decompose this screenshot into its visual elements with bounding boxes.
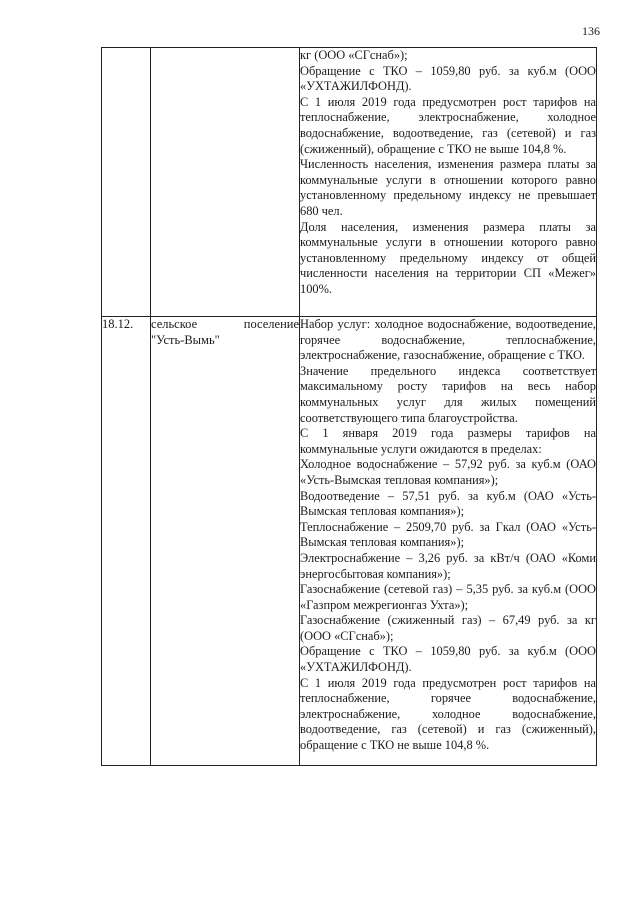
description-cell [300,317,597,766]
description-paragraph: Набор услуг: холодное водоснабжение, водоотведение, горячее водоснабжение, теплоснабжение, электроснабжение, газоснабжение, обращение с ТКО. [300,317,596,363]
table-row [102,48,597,317]
row-number-cell [102,48,151,317]
description-paragraph: Обращение с ТКО – 1059,80 руб. за куб.м (ООО «УХТАЖИЛФОНД). [300,644,596,675]
table-row [102,317,597,766]
description-paragraph: С 1 июля 2019 года предусмотрен рост тарифов на теплоснабжение, горячее водоснабжение, электроснабжение, холодное водоснабжение, водоотведение, газ (сетевой) и газ (сжиженный), обращение с ТКО не выше 104,8 %. [300,675,596,753]
description-paragraph: С 1 июля 2019 года предусмотрен рост тарифов на теплоснабжение, электроснабжение, холодное водоснабжение, водоотведение, газ (сетевой) и газ (сжиженный), обращение с ТКО не выше 104,8 %. [300,94,596,156]
settlement-name-cell [151,317,300,766]
settlement-name-line2: "Усть-Вымь" [151,332,220,347]
description-paragraph: Значение предельного индекса соответствует максимальному росту тарифов на весь набор коммунальных услуг для жилых помещений соответствующего типа благоустройства. [300,363,596,425]
description-paragraph: Обращение с ТКО – 1059,80 руб. за куб.м (ООО «УХТАЖИЛФОНД). [300,63,596,94]
description-paragraph: кг (ООО «СГснаб»); [300,48,408,62]
description-paragraph: Электроснабжение – 3,26 руб. за кВт/ч (ОАО «Коми энергосбытовая компания»); [300,550,596,581]
description-paragraph: С 1 января 2019 года размеры тарифов на коммунальные услуги ожидаются в пределах: [300,426,596,456]
description-paragraph: Теплоснабжение – 2509,70 руб. за Гкал (ОАО «Усть-Вымская тепловая компания»); [300,519,596,550]
description-paragraph: Водоотведение – 57,51 руб. за куб.м (ОАО «Усть-Вымская тепловая компания»); [300,488,596,519]
description-paragraph: Газоснабжение (сетевой газ) – 5,35 руб. за куб.м (ООО «Газпром межрегионгаз Ухта»); [300,582,596,612]
description-paragraph: Холодное водоснабжение – 57,92 руб. за куб.м (ОАО «Усть-Вымская тепловая компания»); [300,457,596,487]
settlement-name-cell [151,48,300,317]
description-paragraph: Доля населения, изменения размера платы за коммунальные услуги в отношении которого равно установленному предельному индексу от общей численности населения на территории СП «Межег» 100%. [300,219,596,296]
description-paragraph: Газоснабжение (сжиженный газ) – 67,49 руб. за кг (ООО «СГснаб»); [300,613,596,643]
description-cell [300,48,597,317]
tariff-table [101,47,597,766]
settlement-name-line1: сельское поселение [151,317,299,331]
row-number-cell: 18.12. [102,317,151,766]
description-paragraph: Численность населения, изменения размера платы за коммунальные услуги в отношении которого равно установленному предельному индексу не превышает 680 чел. [300,157,596,218]
page-number: 136 [582,24,600,38]
